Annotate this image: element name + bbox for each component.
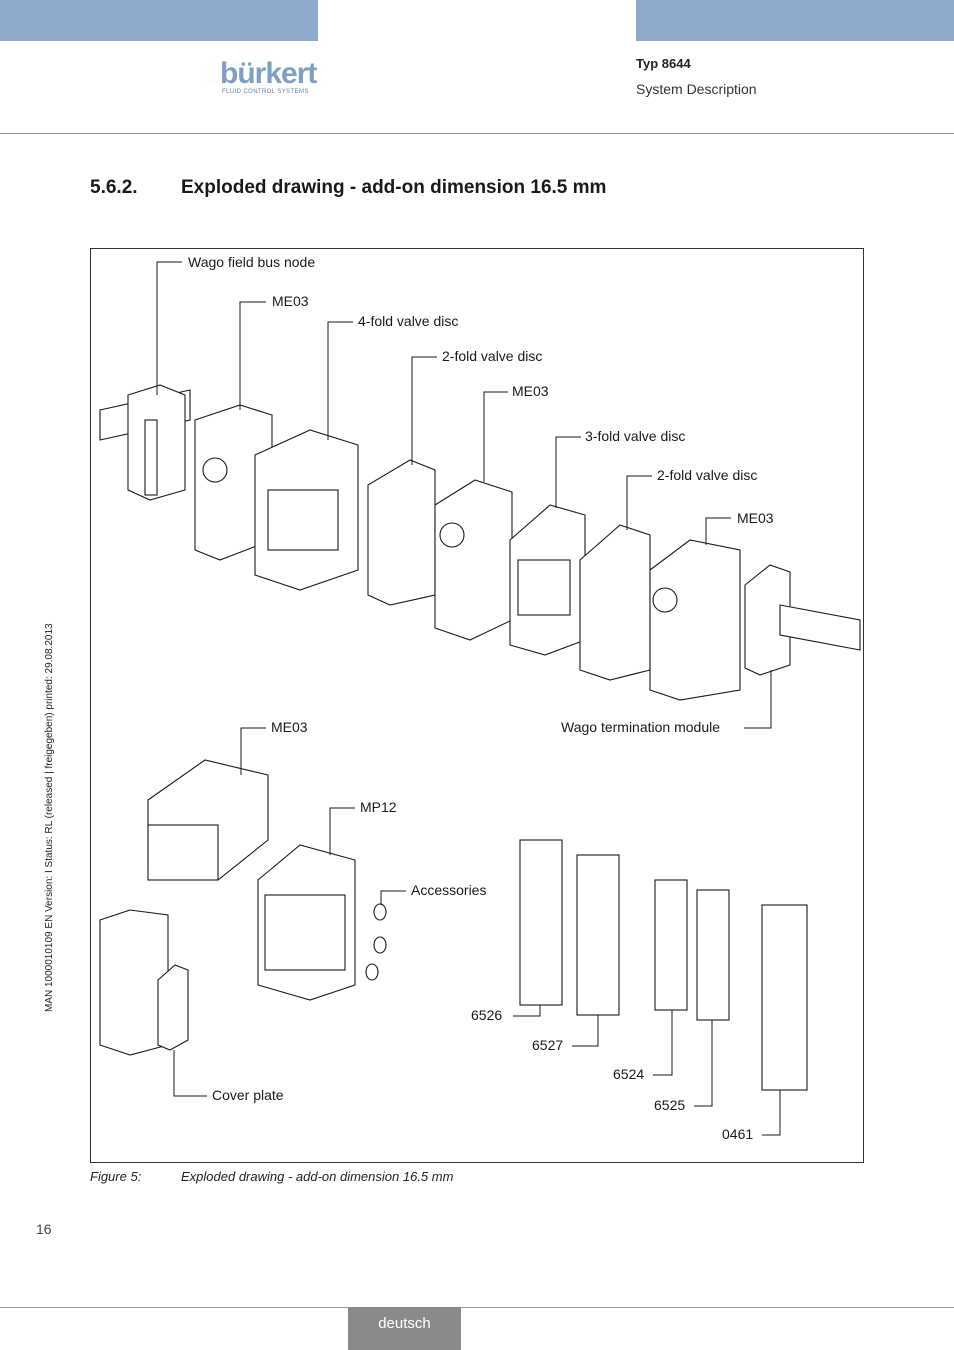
valve-6527-shape	[577, 855, 619, 1015]
label-valve2-2: 2-fold valve disc	[657, 467, 758, 483]
section-number: 5.6.2.	[90, 177, 138, 198]
label-6526: 6526	[471, 1007, 503, 1023]
doc-type: Typ 8644	[636, 56, 691, 71]
me03-2-connector	[440, 523, 464, 547]
leader-accessories	[381, 891, 406, 905]
leader-mp12	[330, 808, 355, 855]
valve2-1-shape	[368, 460, 435, 605]
label-6524: 6524	[613, 1066, 645, 1082]
label-cover-plate: Cover plate	[212, 1087, 284, 1103]
leader-6525	[694, 1020, 712, 1106]
cover-plate-shape	[158, 965, 188, 1050]
mp12-ports	[265, 895, 345, 970]
label-me03-3: ME03	[737, 510, 774, 526]
leader-cover-plate	[174, 1050, 207, 1096]
label-6525: 6525	[654, 1097, 686, 1113]
accessory-3	[366, 964, 378, 980]
leader-me03-3	[706, 518, 731, 545]
leader-me03-1	[240, 302, 266, 410]
leader-6524	[653, 1010, 672, 1075]
me03-3-shape	[650, 540, 740, 700]
accessory-2	[374, 937, 386, 953]
leader-wago-term	[744, 670, 771, 728]
label-me03-4: ME03	[271, 719, 308, 735]
me03-3-connector	[653, 588, 677, 612]
valve-6524-shape	[655, 880, 687, 1010]
leader-valve2-2	[627, 476, 652, 530]
label-6527: 6527	[532, 1037, 564, 1053]
figure-caption-text: Exploded drawing - add-on dimension 16.5 mm	[181, 1169, 454, 1184]
label-me03-2: ME03	[512, 383, 549, 399]
leader-valve4	[328, 322, 353, 440]
accessory-1	[374, 904, 386, 920]
label-valve4: 4-fold valve disc	[358, 313, 459, 329]
doc-subtitle: System Description	[636, 81, 757, 97]
label-valve2-1: 2-fold valve disc	[442, 348, 543, 364]
leader-wago-node	[157, 262, 182, 395]
valve2-2-shape	[580, 525, 650, 680]
label-wago-term: Wago termination module	[561, 719, 721, 735]
page-number: 16	[36, 1221, 52, 1237]
label-valve3: 3-fold valve disc	[585, 428, 686, 444]
label-me03-1: ME03	[272, 293, 309, 309]
me03-1-connector	[203, 458, 227, 482]
wago-node-terminals	[145, 420, 157, 495]
leader-valve2-1	[412, 357, 437, 465]
label-0461: 0461	[722, 1126, 754, 1142]
me03-2-shape	[435, 480, 512, 640]
leader-6526	[513, 1005, 540, 1016]
side-document-info: MAN 1000010109 EN Version: I Status: RL (released | freigegeben) printed: 29.08.2013	[44, 623, 55, 1012]
logo-wordmark: bürkert	[220, 57, 317, 90]
me03-4-body	[148, 825, 218, 880]
valve-0461-shape	[762, 905, 807, 1090]
leader-valve3	[556, 437, 581, 508]
leader-me03-4	[241, 728, 266, 775]
logo-subtitle: FLUID CONTROL SYSTEMS	[222, 89, 309, 95]
leader-6527	[572, 1015, 598, 1046]
label-mp12: MP12	[360, 799, 397, 815]
figure-caption-label: Figure 5:	[90, 1169, 142, 1184]
footer-divider	[0, 1307, 954, 1308]
label-accessories: Accessories	[411, 882, 487, 898]
section-title: Exploded drawing - add-on dimension 16.5 mm	[181, 177, 607, 198]
valve-6525-shape	[697, 890, 729, 1020]
valve4-ports	[268, 490, 338, 550]
leader-me03-2	[484, 392, 508, 482]
leader-0461	[762, 1090, 780, 1135]
valve-6526-shape	[520, 840, 562, 1005]
label-wago-node: Wago field bus node	[188, 254, 316, 270]
language-tab[interactable]: deutsch	[348, 1307, 461, 1350]
din-rail-right	[780, 605, 860, 650]
valve3-ports	[518, 560, 570, 615]
